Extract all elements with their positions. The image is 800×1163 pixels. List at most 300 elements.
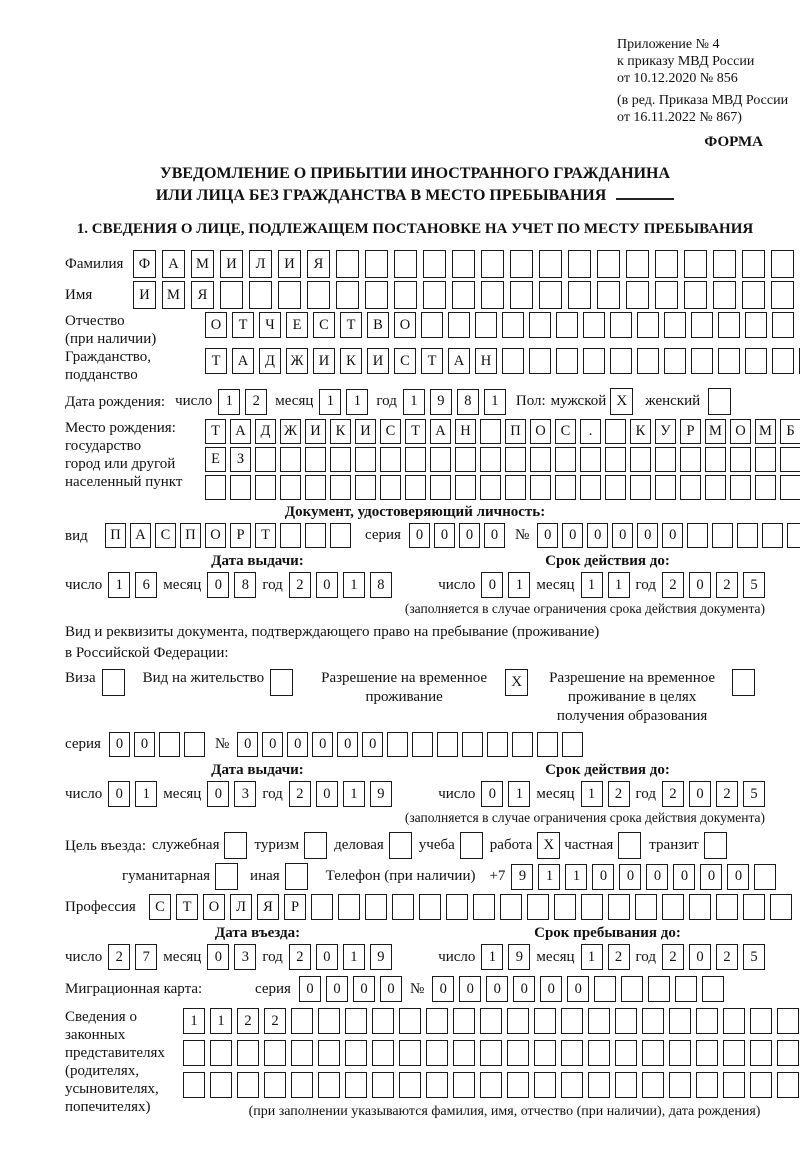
char-box[interactable]: [637, 312, 659, 338]
purpose-study-checkbox[interactable]: [460, 832, 483, 859]
char-box[interactable]: 2: [289, 572, 311, 598]
char-box[interactable]: Т: [176, 894, 198, 920]
char-box[interactable]: А: [130, 523, 151, 548]
char-box[interactable]: [713, 250, 736, 278]
char-box[interactable]: [754, 864, 776, 890]
char-box[interactable]: [372, 1008, 394, 1034]
char-box[interactable]: И: [305, 419, 326, 444]
char-box[interactable]: Л: [230, 894, 252, 920]
char-box[interactable]: 0: [727, 864, 749, 890]
char-box[interactable]: 1: [484, 389, 506, 415]
char-box[interactable]: О: [730, 419, 751, 444]
char-box[interactable]: [487, 732, 508, 757]
char-box[interactable]: Т: [255, 523, 276, 548]
char-box[interactable]: [713, 281, 736, 309]
char-box[interactable]: [480, 1008, 502, 1034]
char-box[interactable]: [462, 732, 483, 757]
residence-permit-checkbox[interactable]: [270, 669, 293, 696]
char-box[interactable]: [264, 1072, 286, 1098]
purpose-official-checkbox[interactable]: [224, 832, 247, 859]
char-box[interactable]: С: [555, 419, 576, 444]
purpose-private-checkbox[interactable]: [618, 832, 641, 859]
char-box[interactable]: 1: [218, 389, 240, 415]
char-box[interactable]: 2: [264, 1008, 286, 1034]
char-box[interactable]: 1: [346, 389, 368, 415]
char-box[interactable]: [568, 250, 591, 278]
char-box[interactable]: [664, 312, 686, 338]
char-box[interactable]: 0: [662, 523, 683, 548]
char-box[interactable]: [318, 1040, 340, 1066]
char-box[interactable]: 1: [343, 572, 365, 598]
char-box[interactable]: 0: [513, 976, 535, 1002]
char-box[interactable]: [205, 475, 226, 500]
char-box[interactable]: Р: [230, 523, 251, 548]
char-box[interactable]: 1: [508, 572, 530, 598]
char-box[interactable]: [365, 894, 387, 920]
char-box[interactable]: 0: [207, 572, 229, 598]
char-box[interactable]: [642, 1072, 664, 1098]
char-box[interactable]: [338, 894, 360, 920]
temp-residence-checkbox[interactable]: X: [505, 669, 528, 696]
char-box[interactable]: [380, 475, 401, 500]
char-box[interactable]: У: [655, 419, 676, 444]
char-box[interactable]: Р: [284, 894, 306, 920]
char-box[interactable]: [318, 1072, 340, 1098]
char-box[interactable]: [280, 523, 301, 548]
temp-residence-edu-checkbox[interactable]: [732, 669, 755, 696]
char-box[interactable]: А: [430, 419, 451, 444]
char-box[interactable]: И: [367, 348, 389, 374]
char-box[interactable]: Ж: [286, 348, 308, 374]
char-box[interactable]: [527, 894, 549, 920]
char-box[interactable]: 1: [508, 781, 530, 807]
char-box[interactable]: Б: [780, 419, 800, 444]
char-box[interactable]: [210, 1072, 232, 1098]
char-box[interactable]: [723, 1072, 745, 1098]
char-box[interactable]: 1: [343, 944, 365, 970]
char-box[interactable]: 0: [316, 572, 338, 598]
char-box[interactable]: 0: [484, 523, 505, 548]
char-box[interactable]: [311, 894, 333, 920]
char-box[interactable]: 0: [592, 864, 614, 890]
char-box[interactable]: Е: [286, 312, 308, 338]
char-box[interactable]: 2: [289, 781, 311, 807]
sex-male-checkbox[interactable]: X: [610, 388, 633, 415]
sex-female-checkbox[interactable]: [708, 388, 731, 415]
char-box[interactable]: 0: [700, 864, 722, 890]
char-box[interactable]: [430, 447, 451, 472]
char-box[interactable]: [568, 281, 591, 309]
char-box[interactable]: 0: [409, 523, 430, 548]
char-box[interactable]: [534, 1008, 556, 1034]
char-box[interactable]: [610, 312, 632, 338]
char-box[interactable]: [183, 1072, 205, 1098]
char-box[interactable]: 0: [434, 523, 455, 548]
char-box[interactable]: 1: [481, 944, 503, 970]
char-box[interactable]: [669, 1008, 691, 1034]
char-box[interactable]: [705, 475, 726, 500]
char-box[interactable]: [452, 281, 475, 309]
purpose-other-checkbox[interactable]: [285, 863, 308, 890]
char-box[interactable]: [648, 976, 670, 1002]
char-box[interactable]: [534, 1072, 556, 1098]
char-box[interactable]: 1: [135, 781, 157, 807]
char-box[interactable]: [615, 1072, 637, 1098]
char-box[interactable]: Е: [205, 447, 226, 472]
char-box[interactable]: 2: [608, 781, 630, 807]
char-box[interactable]: [345, 1008, 367, 1034]
char-box[interactable]: [691, 348, 713, 374]
char-box[interactable]: [581, 894, 603, 920]
char-box[interactable]: [394, 250, 417, 278]
char-box[interactable]: О: [205, 523, 226, 548]
char-box[interactable]: [771, 281, 794, 309]
char-box[interactable]: 0: [562, 523, 583, 548]
char-box[interactable]: [642, 1008, 664, 1034]
char-box[interactable]: [626, 250, 649, 278]
char-box[interactable]: Ф: [133, 250, 156, 278]
char-box[interactable]: [730, 475, 751, 500]
char-box[interactable]: [787, 523, 800, 548]
char-box[interactable]: [529, 348, 551, 374]
char-box[interactable]: [696, 1040, 718, 1066]
char-box[interactable]: 5: [743, 944, 765, 970]
char-box[interactable]: [480, 1072, 502, 1098]
char-box[interactable]: 1: [343, 781, 365, 807]
char-box[interactable]: 7: [135, 944, 157, 970]
char-box[interactable]: [655, 281, 678, 309]
char-box[interactable]: 3: [234, 944, 256, 970]
char-box[interactable]: [345, 1040, 367, 1066]
char-box[interactable]: [507, 1072, 529, 1098]
char-box[interactable]: Ж: [280, 419, 301, 444]
char-box[interactable]: [556, 312, 578, 338]
char-box[interactable]: [684, 281, 707, 309]
char-box[interactable]: Р: [680, 419, 701, 444]
char-box[interactable]: [330, 447, 351, 472]
char-box[interactable]: 0: [362, 732, 383, 757]
char-box[interactable]: [669, 1040, 691, 1066]
char-box[interactable]: 0: [567, 976, 589, 1002]
char-box[interactable]: [512, 732, 533, 757]
char-box[interactable]: [455, 447, 476, 472]
char-box[interactable]: П: [180, 523, 201, 548]
char-box[interactable]: [691, 312, 713, 338]
char-box[interactable]: 0: [673, 864, 695, 890]
char-box[interactable]: [480, 475, 501, 500]
char-box[interactable]: 2: [289, 944, 311, 970]
char-box[interactable]: [610, 348, 632, 374]
char-box[interactable]: Т: [205, 419, 226, 444]
char-box[interactable]: [755, 447, 776, 472]
char-box[interactable]: 2: [662, 944, 684, 970]
char-box[interactable]: 2: [245, 389, 267, 415]
char-box[interactable]: [583, 348, 605, 374]
char-box[interactable]: З: [230, 447, 251, 472]
char-box[interactable]: [291, 1040, 313, 1066]
char-box[interactable]: [399, 1008, 421, 1034]
char-box[interactable]: [505, 475, 526, 500]
char-box[interactable]: 1: [581, 944, 603, 970]
char-box[interactable]: [770, 894, 792, 920]
char-box[interactable]: [642, 1040, 664, 1066]
char-box[interactable]: Т: [340, 312, 362, 338]
char-box[interactable]: 2: [237, 1008, 259, 1034]
char-box[interactable]: 0: [689, 572, 711, 598]
char-box[interactable]: 0: [540, 976, 562, 1002]
char-box[interactable]: [475, 312, 497, 338]
char-box[interactable]: 0: [326, 976, 348, 1002]
char-box[interactable]: [730, 447, 751, 472]
char-box[interactable]: [399, 1072, 421, 1098]
char-box[interactable]: [430, 475, 451, 500]
char-box[interactable]: 8: [234, 572, 256, 598]
char-box[interactable]: 0: [619, 864, 641, 890]
char-box[interactable]: [455, 475, 476, 500]
purpose-humanitarian-checkbox[interactable]: [215, 863, 238, 890]
char-box[interactable]: [615, 1040, 637, 1066]
char-box[interactable]: [183, 1040, 205, 1066]
char-box[interactable]: И: [133, 281, 156, 309]
char-box[interactable]: [448, 312, 470, 338]
char-box[interactable]: [255, 447, 276, 472]
char-box[interactable]: [605, 419, 626, 444]
char-box[interactable]: 0: [481, 572, 503, 598]
char-box[interactable]: К: [340, 348, 362, 374]
char-box[interactable]: П: [105, 523, 126, 548]
char-box[interactable]: [412, 732, 433, 757]
char-box[interactable]: [630, 447, 651, 472]
char-box[interactable]: [539, 250, 562, 278]
char-box[interactable]: [655, 475, 676, 500]
char-box[interactable]: [249, 281, 272, 309]
char-box[interactable]: 1: [581, 781, 603, 807]
char-box[interactable]: [664, 348, 686, 374]
char-box[interactable]: [318, 1008, 340, 1034]
char-box[interactable]: [530, 447, 551, 472]
char-box[interactable]: [529, 312, 551, 338]
char-box[interactable]: 1: [183, 1008, 205, 1034]
char-box[interactable]: 0: [380, 976, 402, 1002]
char-box[interactable]: 1: [538, 864, 560, 890]
char-box[interactable]: [745, 312, 767, 338]
char-box[interactable]: 1: [210, 1008, 232, 1034]
char-box[interactable]: [510, 250, 533, 278]
char-box[interactable]: А: [162, 250, 185, 278]
char-box[interactable]: [399, 1040, 421, 1066]
char-box[interactable]: [562, 732, 583, 757]
char-box[interactable]: 0: [109, 732, 130, 757]
char-box[interactable]: [777, 1008, 799, 1034]
char-box[interactable]: [594, 976, 616, 1002]
char-box[interactable]: [737, 523, 758, 548]
char-box[interactable]: К: [630, 419, 651, 444]
char-box[interactable]: [426, 1008, 448, 1034]
char-box[interactable]: [394, 281, 417, 309]
char-box[interactable]: [291, 1008, 313, 1034]
char-box[interactable]: [561, 1040, 583, 1066]
char-box[interactable]: 9: [508, 944, 530, 970]
char-box[interactable]: [675, 976, 697, 1002]
char-box[interactable]: [626, 281, 649, 309]
char-box[interactable]: 0: [689, 781, 711, 807]
char-box[interactable]: 5: [743, 572, 765, 598]
char-box[interactable]: [718, 312, 740, 338]
char-box[interactable]: [330, 523, 351, 548]
char-box[interactable]: [480, 447, 501, 472]
char-box[interactable]: 0: [459, 976, 481, 1002]
char-box[interactable]: [500, 894, 522, 920]
char-box[interactable]: [588, 1072, 610, 1098]
char-box[interactable]: [380, 447, 401, 472]
char-box[interactable]: М: [191, 250, 214, 278]
char-box[interactable]: [372, 1040, 394, 1066]
char-box[interactable]: О: [394, 312, 416, 338]
char-box[interactable]: [372, 1072, 394, 1098]
char-box[interactable]: [336, 281, 359, 309]
char-box[interactable]: 2: [662, 781, 684, 807]
char-box[interactable]: Т: [405, 419, 426, 444]
char-box[interactable]: [597, 281, 620, 309]
char-box[interactable]: 2: [108, 944, 130, 970]
char-box[interactable]: [605, 447, 626, 472]
char-box[interactable]: [687, 523, 708, 548]
char-box[interactable]: [539, 281, 562, 309]
char-box[interactable]: [561, 1072, 583, 1098]
char-box[interactable]: [507, 1008, 529, 1034]
char-box[interactable]: Т: [232, 312, 254, 338]
char-box[interactable]: [345, 1072, 367, 1098]
char-box[interactable]: Н: [455, 419, 476, 444]
char-box[interactable]: [777, 1040, 799, 1066]
char-box[interactable]: [718, 348, 740, 374]
char-box[interactable]: [280, 447, 301, 472]
char-box[interactable]: [510, 281, 533, 309]
char-box[interactable]: 0: [299, 976, 321, 1002]
char-box[interactable]: 0: [486, 976, 508, 1002]
char-box[interactable]: К: [330, 419, 351, 444]
char-box[interactable]: [745, 348, 767, 374]
char-box[interactable]: [453, 1040, 475, 1066]
char-box[interactable]: 1: [108, 572, 130, 598]
char-box[interactable]: [635, 894, 657, 920]
char-box[interactable]: [355, 447, 376, 472]
char-box[interactable]: 0: [207, 781, 229, 807]
char-box[interactable]: [502, 312, 524, 338]
char-box[interactable]: 3: [234, 781, 256, 807]
char-box[interactable]: 0: [537, 523, 558, 548]
char-box[interactable]: [507, 1040, 529, 1066]
char-box[interactable]: Н: [475, 348, 497, 374]
char-box[interactable]: [481, 250, 504, 278]
char-box[interactable]: 0: [237, 732, 258, 757]
char-box[interactable]: [637, 348, 659, 374]
char-box[interactable]: 2: [716, 572, 738, 598]
char-box[interactable]: [723, 1040, 745, 1066]
char-box[interactable]: [537, 732, 558, 757]
char-box[interactable]: [696, 1072, 718, 1098]
char-box[interactable]: [696, 1008, 718, 1034]
char-box[interactable]: [255, 475, 276, 500]
char-box[interactable]: 0: [459, 523, 480, 548]
char-box[interactable]: А: [230, 419, 251, 444]
char-box[interactable]: [423, 281, 446, 309]
char-box[interactable]: И: [313, 348, 335, 374]
char-box[interactable]: [743, 894, 765, 920]
char-box[interactable]: 0: [287, 732, 308, 757]
char-box[interactable]: [597, 250, 620, 278]
char-box[interactable]: 9: [430, 389, 452, 415]
char-box[interactable]: [750, 1040, 772, 1066]
char-box[interactable]: [237, 1072, 259, 1098]
char-box[interactable]: [655, 250, 678, 278]
char-box[interactable]: 0: [108, 781, 130, 807]
char-box[interactable]: [387, 732, 408, 757]
char-box[interactable]: С: [149, 894, 171, 920]
char-box[interactable]: [365, 281, 388, 309]
char-box[interactable]: [426, 1072, 448, 1098]
char-box[interactable]: 2: [716, 781, 738, 807]
char-box[interactable]: [555, 447, 576, 472]
char-box[interactable]: [556, 348, 578, 374]
char-box[interactable]: Л: [249, 250, 272, 278]
char-box[interactable]: 0: [312, 732, 333, 757]
purpose-work-checkbox[interactable]: X: [537, 832, 560, 859]
char-box[interactable]: 1: [608, 572, 630, 598]
char-box[interactable]: [712, 523, 733, 548]
char-box[interactable]: А: [232, 348, 254, 374]
char-box[interactable]: [723, 1008, 745, 1034]
char-box[interactable]: [426, 1040, 448, 1066]
char-box[interactable]: [780, 475, 800, 500]
char-box[interactable]: [561, 1008, 583, 1034]
char-box[interactable]: [680, 475, 701, 500]
char-box[interactable]: 0: [646, 864, 668, 890]
char-box[interactable]: [305, 523, 326, 548]
char-box[interactable]: 0: [207, 944, 229, 970]
char-box[interactable]: Я: [191, 281, 214, 309]
char-box[interactable]: [780, 447, 800, 472]
char-box[interactable]: [534, 1040, 556, 1066]
char-box[interactable]: Д: [255, 419, 276, 444]
char-box[interactable]: [392, 894, 414, 920]
char-box[interactable]: .: [580, 419, 601, 444]
char-box[interactable]: [750, 1072, 772, 1098]
char-box[interactable]: П: [505, 419, 526, 444]
char-box[interactable]: В: [367, 312, 389, 338]
char-box[interactable]: [423, 250, 446, 278]
char-box[interactable]: [762, 523, 783, 548]
char-box[interactable]: 0: [316, 781, 338, 807]
char-box[interactable]: О: [530, 419, 551, 444]
char-box[interactable]: [305, 447, 326, 472]
char-box[interactable]: [230, 475, 251, 500]
char-box[interactable]: 0: [353, 976, 375, 1002]
char-box[interactable]: [210, 1040, 232, 1066]
char-box[interactable]: С: [155, 523, 176, 548]
char-box[interactable]: [580, 475, 601, 500]
char-box[interactable]: [662, 894, 684, 920]
char-box[interactable]: 0: [587, 523, 608, 548]
char-box[interactable]: [777, 1072, 799, 1098]
char-box[interactable]: 2: [716, 944, 738, 970]
char-box[interactable]: 9: [370, 781, 392, 807]
char-box[interactable]: С: [313, 312, 335, 338]
char-box[interactable]: 0: [481, 781, 503, 807]
char-box[interactable]: 0: [432, 976, 454, 1002]
char-box[interactable]: С: [394, 348, 416, 374]
char-box[interactable]: [280, 475, 301, 500]
